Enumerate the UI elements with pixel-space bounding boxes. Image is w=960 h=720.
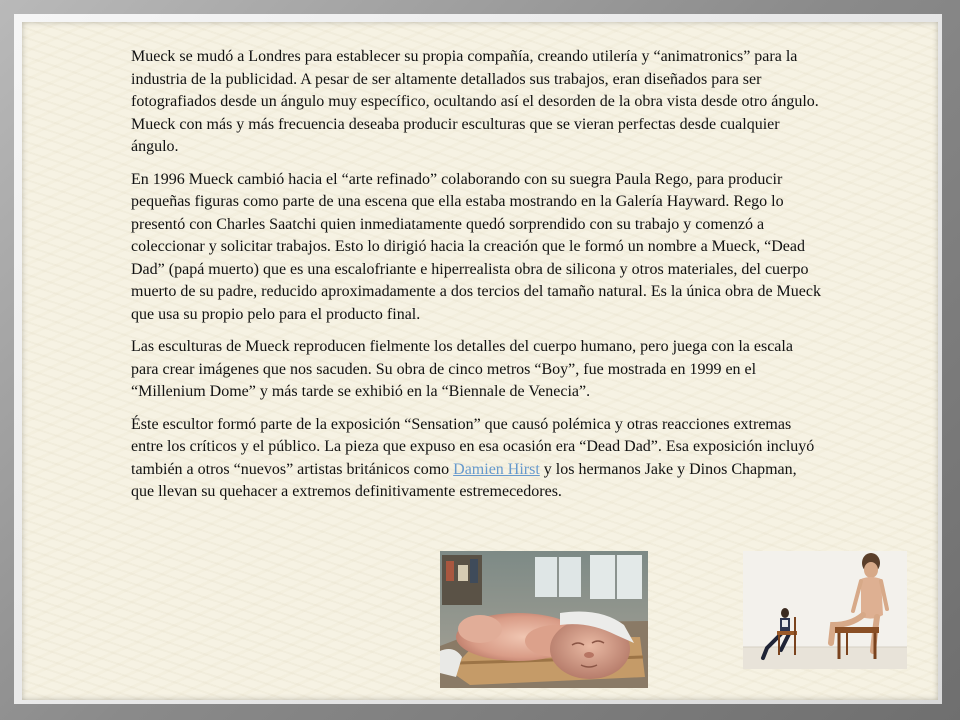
paragraph-2: En 1996 Mueck cambió hacia el “arte refinado” colaborando con su suegra Paula Rego, para producir pequeñas figuras como parte de una escena que ella estaba mostrando en la Galería Hayward. Rego lo presentó con Charles Saatchi quien inmediatamente quedó sorprendido con su trabajo y comenzó a coleccionar y solicitar trabajos. Esto lo dirigió hacia la creación que le formó un nombre a Mueck, “Dead Dad” (papá muerto) que es una escalofriante e hiperrealista obra de silicona y otros materiales, del cuerpo muerto de su padre, reducido aproximadamente a dos tercios del tamaño natural. Es la única obra de Mueck que usa su propio pelo para el producto final. [131, 170, 821, 323]
paragraph-3: Las esculturas de Mueck reproducen fielmente los detalles del cuerpo humano, pero juega con la escala para crear imágenes que nos sacuden. Su obra de cinco metros “Boy”, fue mostrada en 1999 en el “Millenium Dome” y más tarde se exhibió en la “Biennale de Venecia”. [131, 338, 793, 400]
paragraph-1: Mueck se mudó a Londres para establecer su propia compañía, creando utilería y “animatronics” para la industria de la publicidad. A pesar de ser altamente detallados sus trabajos, eran diseñados para ser fotografiados desde un ángulo muy específico, ocultando así el desorden de la obra vista desde otro ángulo. Mueck con más y más frecuencia deseaba producir esculturas que se vieran perfectas desde cualquier ángulo. [131, 48, 819, 155]
baby-sculpture-photo [440, 551, 648, 688]
boy-sculpture-photo [743, 551, 907, 669]
damien-hirst-link[interactable]: Damien Hirst [453, 460, 540, 478]
paragraph-4-end: y los hermanos Jake y Dinos Chapman, que llevan su quehacer a extremos definitivamente estremecedores. [131, 460, 797, 500]
paragraph-4 [131, 414, 821, 504]
article-text [131, 46, 821, 514]
paragraph-4-intro: Éste escultor formó parte de la exposición “Sensation” que causó polémica y otras reacciones extremas entre los críticos y el público. La pieza que expuso en esa ocasión era “Dead Dad”. Esa exposición incluyó también a otros “nuevos” artistas británicos como [131, 415, 815, 478]
